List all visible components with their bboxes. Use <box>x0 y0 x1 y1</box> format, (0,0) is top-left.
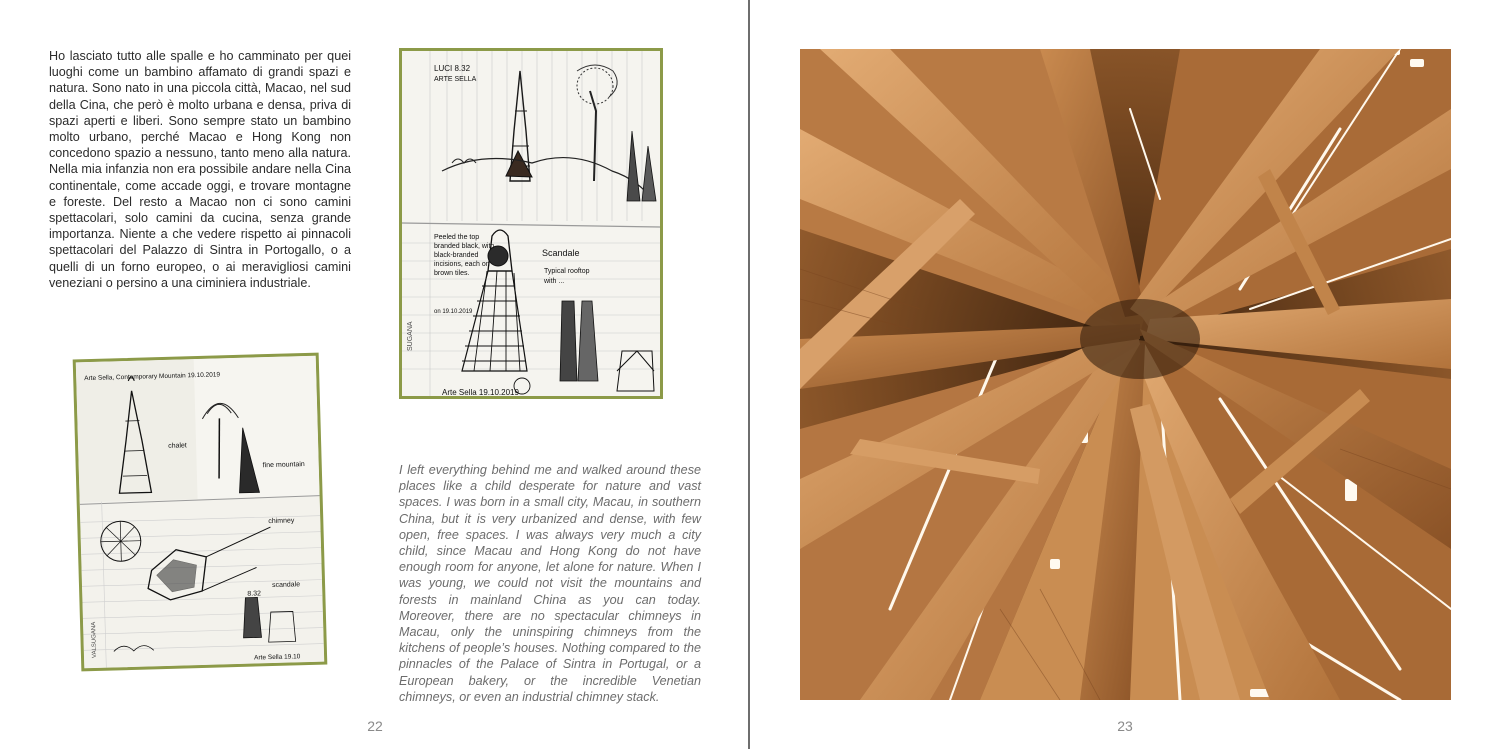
spine-gutter <box>748 0 750 749</box>
sketch-bottom-image <box>73 353 328 672</box>
english-paragraph: I left everything behind me and walked around these places like a child desperate for nature and vast spaces. I was born in a small city, Macau, in southern China, but it is very urbanized and dense, with few open, free spaces. I was always very much a city child, since Macau and Hong Kong do not have enough room for anyone, let alone for nature. When I was young, we could not visit the mountains and forests in mainland China as you can today. Moreover, there are no spectacular chimneys in Macau, only the uninspiring chimneys from the kitchens of people’s houses. Nothing compared to the pinnacles of the Palace of Sintra in Portugal, or a European bakery, or the incredible Venetian chimneys, or even an industrial chimney stack. <box>399 463 701 704</box>
notebook-sketch-drawing <box>402 51 660 396</box>
sketch-top-image <box>399 48 663 399</box>
sketch-top-header: LUCI 8.32 <box>434 64 471 73</box>
sketch-top-notes5: brown tiles. <box>434 270 470 277</box>
sketch-bottom-label-fine: fine mountain <box>262 461 305 470</box>
sketch-bottom-label-832: 8.32 <box>247 590 262 598</box>
page-number-left: 22 <box>367 718 383 734</box>
sketch-top-label-typical: Typical rooftop <box>544 268 590 275</box>
sketch-top-notes2: branded black, with <box>434 243 495 250</box>
sketch-bottom-side-label: VALSUGANA <box>91 621 99 659</box>
sketch-top-side-label: SUGANA <box>407 321 414 351</box>
page-number-right: 23 <box>1117 718 1133 734</box>
sketch-bottom-label-chalet: chalet <box>168 442 187 450</box>
sketch-top-label-with: with ... <box>544 278 565 285</box>
sketch-bottom-label-chimney: chimney <box>268 517 295 526</box>
sketch-top-header2: ARTE SELLA <box>434 76 477 83</box>
italian-paragraph: Ho lasciato tutto alle spalle e ho camminato per quei luoghi come un bambino affamato di grandi spazi e natura. Sono nato in una piccola città, Macao, nel sud della Cina, che però è molto urbana e densa, priva di spazi aperti e liberi. Sono sempre stato un bambino molto urbano, perché Macao e Hong Kong non concedono spazio a nessuno, tanto meno alla natura. Nella mia infanzia non era possibile andare nella Cina continentale, come accade oggi, e trovare montagne e foreste. Del resto a Macao non ci sono camini spettacolari, solo camini da cucina, senza grande importanza. Niente a che vedere rispetto ai pinnacoli spettacolari del Palazzo di Sintra in Portogallo, o a quelli di un forno europeo, o ai meravigliosi camini veneziani o persino a una ciminiera industriale. <box>49 49 351 290</box>
timber-structure-illustration <box>800 49 1451 700</box>
sketch-top-notes4: incisions, each on <box>434 261 490 268</box>
notebook-sketch-drawing-2 <box>76 356 324 669</box>
wooden-tower-photo <box>800 49 1451 700</box>
sketch-top-date: on 19.10.2019 <box>434 309 473 315</box>
sketch-top-label-scandale: Scandale <box>542 248 580 258</box>
sketch-bottom-header: Arte Sella, Contemporary Mountain 19.10.2019 <box>84 371 221 383</box>
sketch-top-notes: Peeled the top <box>434 234 480 241</box>
sketch-top-caption: Arte Sella 19.10.2019 <box>442 388 519 396</box>
sketch-top-notes3: black-branded <box>434 252 479 259</box>
sketch-bottom-label-scandale: scandale <box>271 581 301 590</box>
sketch-bottom-footer: Arte Sella 19.10 <box>254 653 301 662</box>
